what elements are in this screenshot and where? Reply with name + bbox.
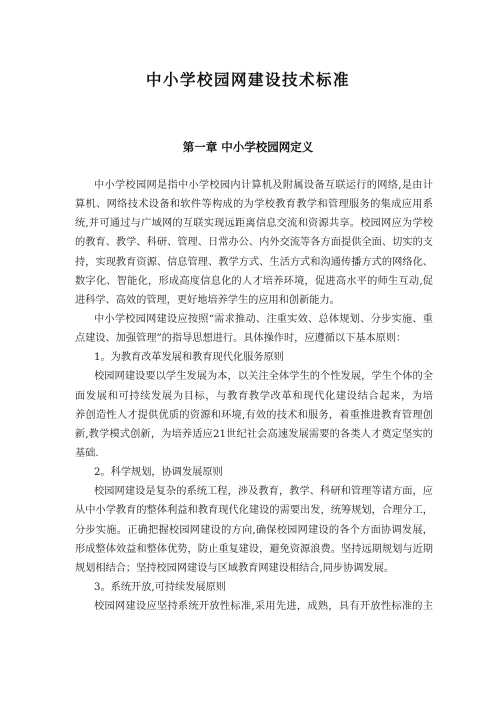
paragraph-line: 进科学、高效的管理，更好地培养学生的应用和创新能力。 (75, 294, 340, 306)
paragraph-line: 规划相结合；坚持校园网建设与区域教育网建设相结合,同步协调发展。 (75, 562, 395, 574)
principle-heading: 1。为教育改革发展和教育现代化服务原则 (94, 352, 284, 364)
paragraph-line: 统,并可通过与广域网的互联实现远距离信息交流和资源共享。校园网应为学校 (75, 218, 433, 230)
chapter-title: 第一章 中小学校园网定义 (182, 140, 314, 154)
paragraph-line: 校园网建设是复杂的系统工程，涉及教育，教学、科研和管理等诸方面，应 (94, 486, 433, 498)
paragraph-line: 中小学校园网是指中小学校园内计算机及附属设备互联运行的网络,是由计 (94, 180, 433, 191)
paragraph-line: 分步实施。正确把握校园网建设的方向,确保校园网建设的各个方面协调发展， (75, 524, 433, 536)
paragraph-line: 中小学校园网建设应按照“需求推动、注重实效、总体规划、分步实施、重 (94, 313, 433, 325)
paragraph-line: 基础. (75, 447, 99, 459)
paragraph-line: 面发展和可持续发展为目标，与教育教学改革和现代化建设结合起来，为培 (75, 390, 433, 402)
paragraph-line: 算机、网络技术设备和软件等构成的为学校教育教学和管理服务的集成应用系 (75, 199, 433, 211)
document-title: 中小学校园网建设技术标准 (145, 71, 350, 89)
paragraph-line: 养创造性人才提供优质的资源和环境,有效的技术和服务，着重推进教育管理创 (75, 409, 433, 421)
principle-heading: 2。科学规划，协调发展原则 (94, 467, 223, 479)
paragraph-line: 数字化、智能化，形成高度信息化的人才培养环境，促进高水平的师生互动,促 (75, 275, 433, 287)
paragraph-line: 校园网建设要以学生发展为本，以关注全体学生的个性发展，学生个体的全 (94, 371, 433, 383)
paragraph-line: 新,教学模式创新，为培养适应21世纪社会高速发展需要的各类人才奠定坚实的 (75, 428, 433, 440)
paragraph-line: 形成整体效益和整体优势，防止重复建设，避免资源浪费。坚持远期规划与近期 (75, 543, 433, 555)
paragraph-line: 校园网建设应坚持系统开放性标准,采用先进，成熟，具有开放性标准的主 (94, 601, 433, 613)
principle-heading: 3。系统开放,可持续发展原则 (94, 581, 226, 593)
paragraph-line: 点建设、加强管理”的指导思想进行。具体操作时，应遵循以下基本原则： (75, 333, 407, 345)
paragraph-line: 持，实现教育资源、信息管理、教学方式、生活方式和沟通传播方式的网络化、 (75, 256, 433, 268)
paragraph-line: 从中小学教育的整体利益和教育现代化建设的需要出发，统筹规划，合理分工， (75, 505, 433, 517)
paragraph-line: 的教育、教学、科研、管理、日常办公、内外交流等各方面提供全面、切实的支 (75, 237, 433, 249)
document-body (0, 176, 496, 616)
